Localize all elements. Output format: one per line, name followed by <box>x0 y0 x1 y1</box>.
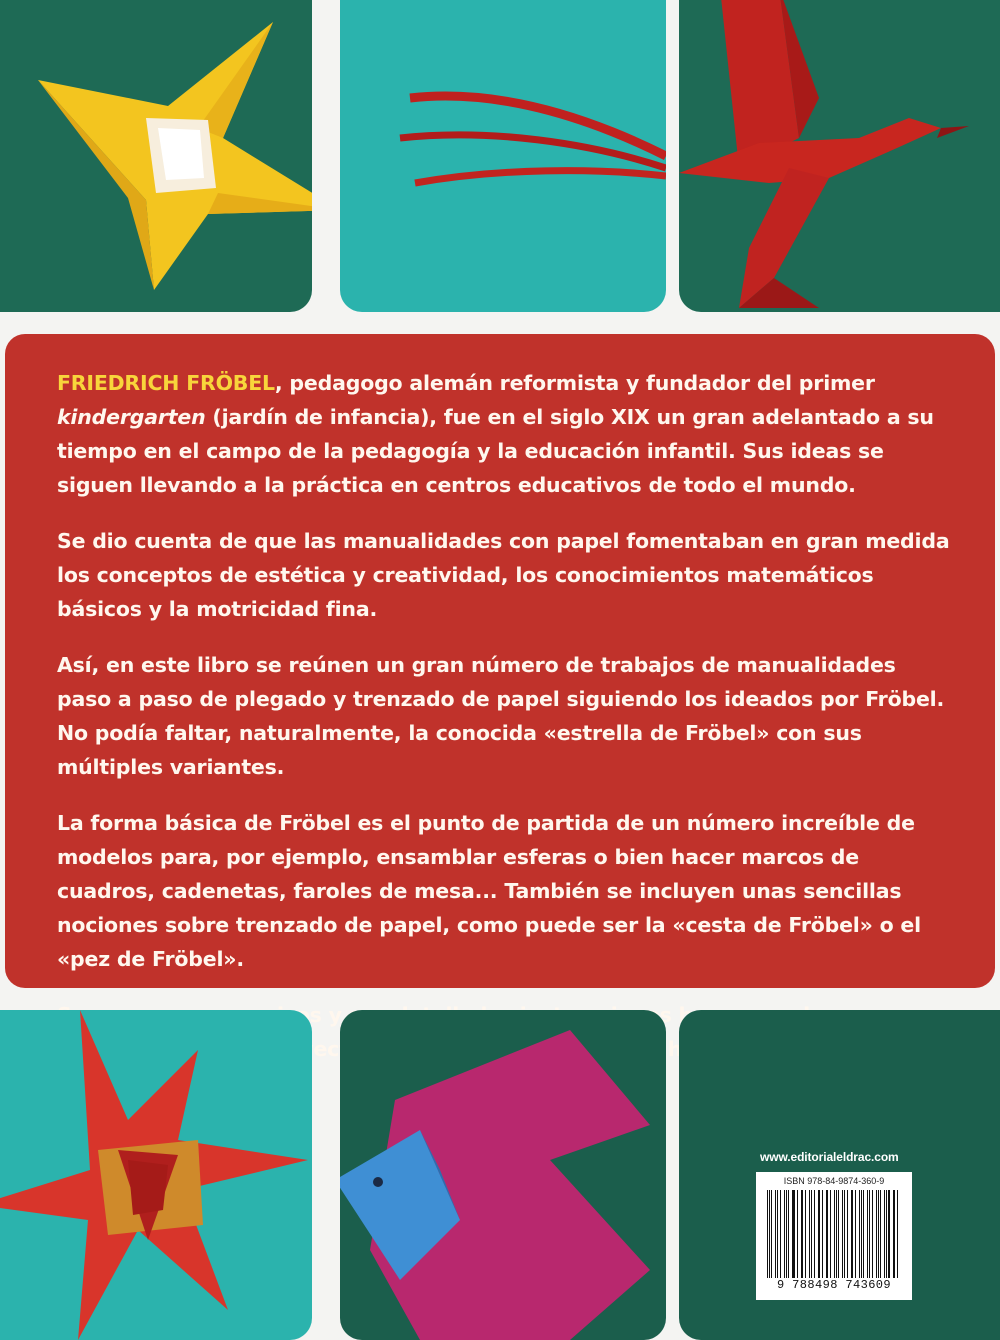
barcode-stripe <box>767 1190 768 1278</box>
origami-star-tile <box>0 0 312 312</box>
origami-fish-tile <box>340 1010 666 1340</box>
barcode-stripe <box>869 1190 870 1278</box>
barcode-stripe <box>838 1190 839 1278</box>
barcode-stripe <box>822 1190 823 1278</box>
barcode-bars <box>767 1190 901 1278</box>
description-panel <box>5 334 995 988</box>
origami-froebel-star-tile <box>0 1010 312 1340</box>
barcode-stripe <box>797 1190 798 1278</box>
yellow-star-origami-image <box>0 0 312 312</box>
ean-number: 9 788498 743609 <box>761 1278 907 1292</box>
barcode-stripe <box>888 1190 889 1278</box>
barcode-stripe <box>855 1190 856 1278</box>
teal-tile <box>340 0 666 312</box>
barcode-stripe <box>886 1190 887 1278</box>
barcode-stripe <box>775 1190 776 1278</box>
author-name: FRIEDRICH FRÖBEL <box>57 371 275 395</box>
barcode-stripe <box>805 1190 806 1278</box>
barcode-stripe <box>784 1190 785 1278</box>
paragraph-3: Así, en este libro se reúnen un gran número de trabajos de manualidades paso a paso de plegado y trenzado de papel siguiendo los ideados por Fröbel. No podía faltar, naturalmente, la conocida «estrella de Fröbel» con sus múltiples variantes. <box>57 648 953 784</box>
paragraph-intro <box>57 366 953 502</box>
isbn-number: ISBN 978-84-9874-360-9 <box>761 1176 907 1187</box>
fish-origami-image <box>340 1010 666 1340</box>
barcode-stripe <box>809 1190 810 1278</box>
red-froebel-star-image <box>0 1010 312 1340</box>
intro-text-a: , pedagogo alemán reformista y fundador del primer <box>275 371 875 395</box>
barcode-stripe <box>852 1190 853 1278</box>
red-bird-origami-image <box>679 0 1000 312</box>
paragraph-2: Se dio cuenta de que las manualidades con papel fomentaban en gran medida los conceptos de estética y creatividad, los conocimientos matemáticos básicos y la motricidad fina. <box>57 524 953 626</box>
bird-tail-image <box>340 0 666 312</box>
barcode <box>756 1172 912 1300</box>
origami-bird-tile <box>679 0 1000 312</box>
intro-text-b: (jardín de infancia), fue en el siglo XIX un gran adelantado a su tiempo en el campo de la pedagogía y la educación infantil. Sus ideas se siguen llevando a la práctica en centros educativos de todo el mundo. <box>57 405 934 497</box>
kindergarten-term: kindergarten <box>57 405 205 429</box>
paragraph-5: y proyectos <box>57 998 953 1066</box>
barcode-stripe <box>884 1190 885 1278</box>
barcode-stripe <box>872 1190 873 1278</box>
barcode-stripe <box>897 1190 898 1278</box>
barcode-stripe <box>793 1190 794 1278</box>
barcode-stripe <box>830 1190 831 1278</box>
paragraph-4: La forma básica de Fröbel es el punto de partida de un número increíble de modelos para, por ejemplo, ensamblar esferas o bien hacer marcos de cuadros, cadenetas, faroles de mesa... También se incluyen unas sencillas nociones sobre trenzado de papel, como puede ser la «cesta de Fröbel» o el «pez de Fröbel». <box>57 806 953 976</box>
publisher-website: www.editorialeldrac.com <box>760 1150 899 1164</box>
barcode-stripe <box>863 1190 864 1278</box>
barcode-stripe <box>814 1190 815 1278</box>
barcode-stripe <box>844 1190 845 1278</box>
barcode-stripe <box>826 1190 827 1278</box>
barcode-stripe <box>780 1190 781 1278</box>
